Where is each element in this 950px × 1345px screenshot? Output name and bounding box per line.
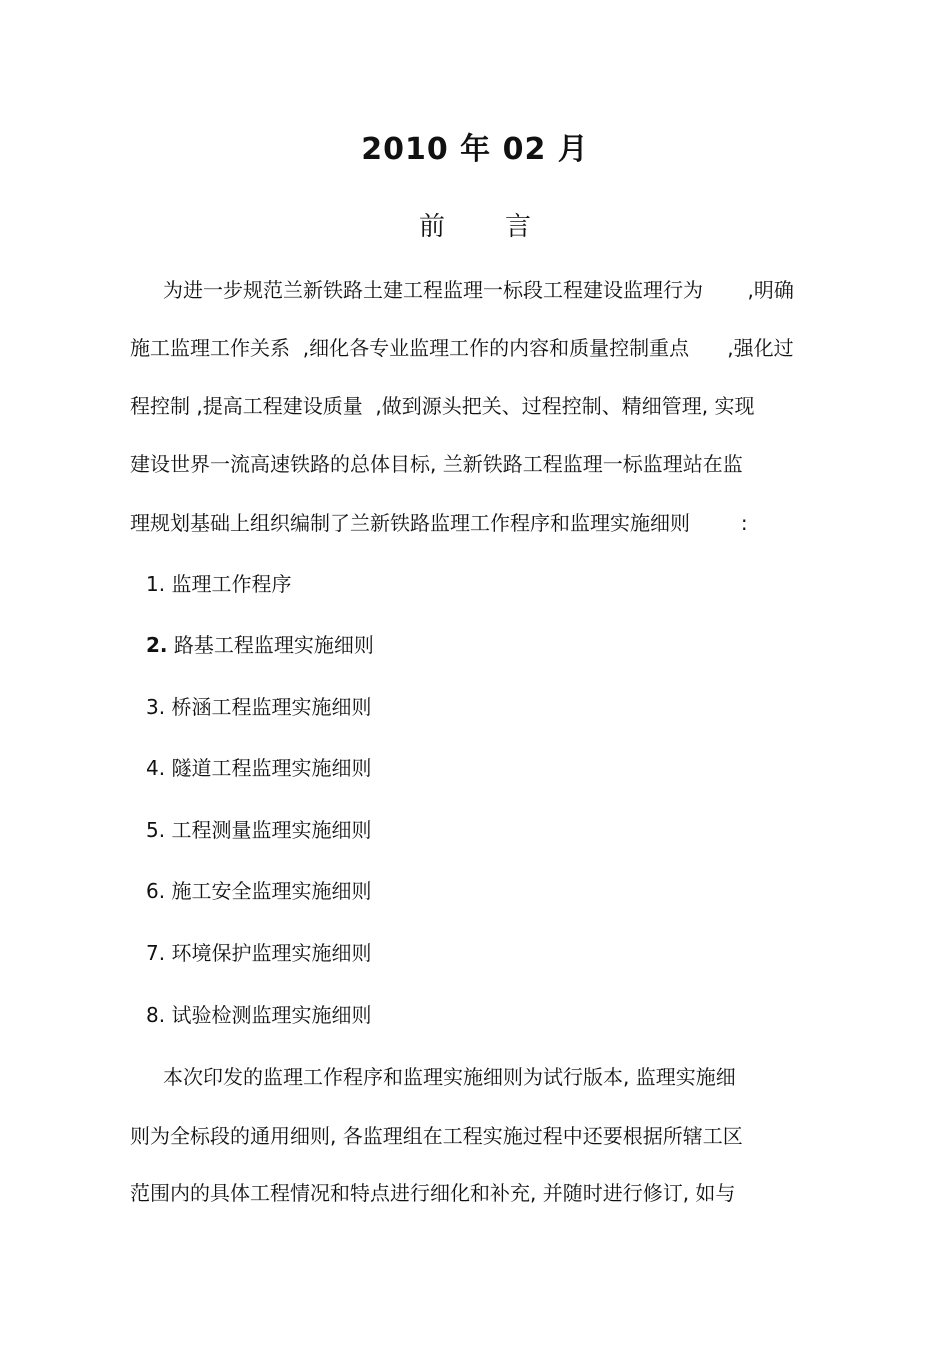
list-item-text: 施工安全监理实施细则 xyxy=(165,879,372,903)
list-item xyxy=(146,816,371,844)
closing-line-3: 范围内的具体工程情况和特点进行细化和补充, 并随时进行修订, 如与 xyxy=(130,1181,736,1205)
date-heading: 2010 年 02 月 xyxy=(361,132,589,167)
closing-line-1: 本次印发的监理工作程序和监理实施细则为试行版本, 监理实施细 xyxy=(163,1065,736,1089)
list-item-text: 桥涵工程监理实施细则 xyxy=(165,695,372,719)
list-item-text: 工程测量监理实施细则 xyxy=(165,818,372,842)
list-item xyxy=(146,754,371,782)
list-item-text: 监理工作程序 xyxy=(165,572,292,596)
section-title-preface: 前言 xyxy=(418,212,591,242)
intro-line-3: 程控制 ,提高工程建设质量 ,做到源头把关、过程控制、精细管理, 实现 xyxy=(130,394,755,418)
list-item xyxy=(146,1001,371,1029)
intro-line-1: 为进一步规范兰新铁路土建工程监理一标段工程建设监理行为 ,明确 xyxy=(163,278,794,302)
list-item-text: 隧道工程监理实施细则 xyxy=(165,756,372,780)
list-item xyxy=(146,939,371,967)
list-item-number: 2. xyxy=(146,633,168,657)
list-item-number: 3. xyxy=(146,695,166,719)
list-item-number: 7. xyxy=(146,941,166,965)
intro-line-5: 理规划基础上组织编制了兰新铁路监理工作程序和监理实施细则 : xyxy=(130,511,748,535)
list-item-number: 6. xyxy=(146,879,166,903)
closing-line-2: 则为全标段的通用细则, 各监理组在工程实施过程中还要根据所辖工区 xyxy=(130,1124,743,1148)
list-item-text: 试验检测监理实施细则 xyxy=(165,1003,372,1027)
list-item-number: 5. xyxy=(146,818,166,842)
list-item-number: 8. xyxy=(146,1003,166,1027)
list-item xyxy=(146,631,374,659)
list-item xyxy=(146,693,371,721)
list-item xyxy=(146,570,291,598)
list-item-text: 环境保护监理实施细则 xyxy=(165,941,372,965)
intro-line-2: 施工监理工作关系 ,细化各专业监理工作的内容和质量控制重点 ,强化过 xyxy=(130,336,794,360)
list-item-text: 路基工程监理实施细则 xyxy=(167,633,374,657)
list-item-number: 1. xyxy=(146,572,166,596)
intro-line-4: 建设世界一流高速铁路的总体目标, 兰新铁路工程监理一标监理站在监 xyxy=(130,452,743,476)
list-item xyxy=(146,877,371,905)
list-item-number: 4. xyxy=(146,756,166,780)
